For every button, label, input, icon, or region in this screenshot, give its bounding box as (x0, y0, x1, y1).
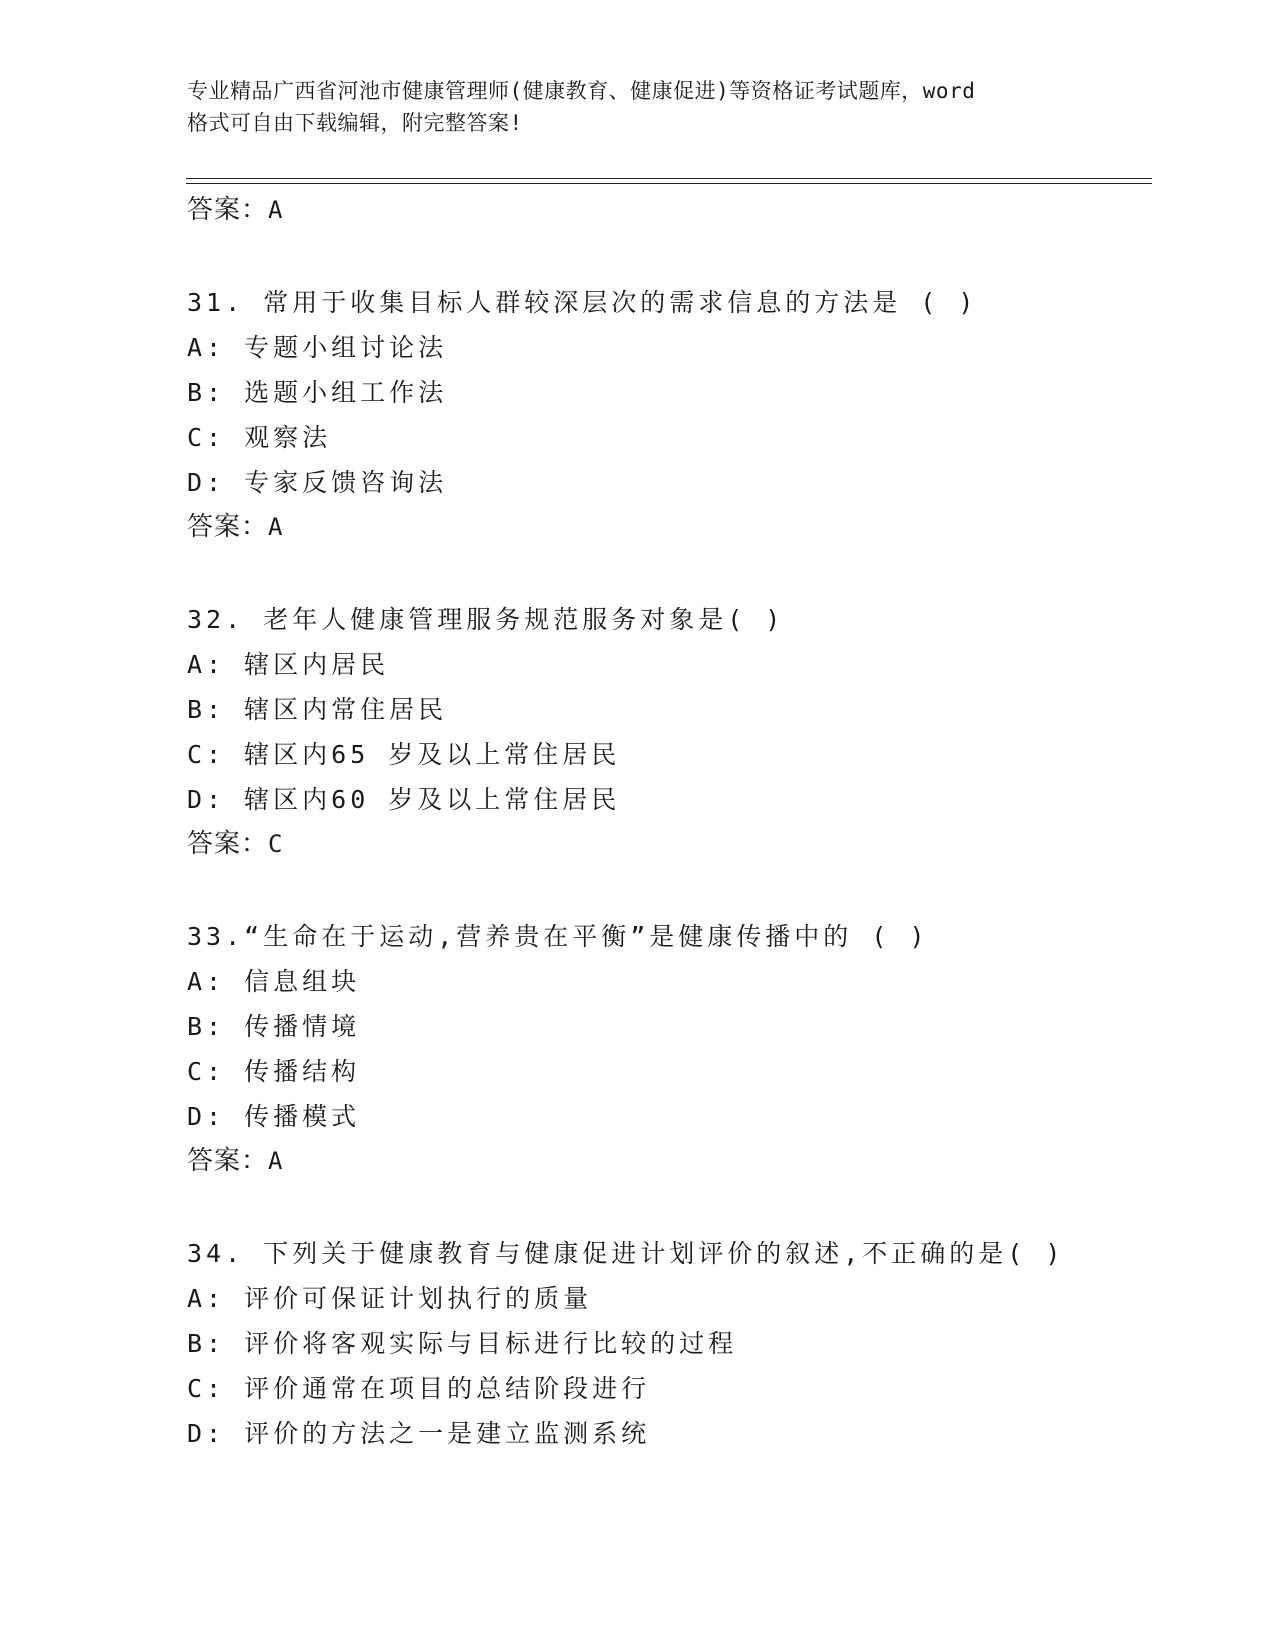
answer-label: 答案： (187, 1146, 269, 1176)
answer-value: A (268, 513, 284, 541)
question-list (187, 188, 1147, 1456)
header-line-2: 格式可自由下载编辑，附完整答案! (187, 111, 523, 135)
header-rule-top (186, 178, 1152, 179)
option-a: A: 辖区内居民 (187, 650, 390, 679)
question-32 (187, 597, 1147, 867)
header-rule-bottom (186, 183, 1152, 184)
option-b: B: 评价将客观实际与目标进行比较的过程 (187, 1329, 738, 1358)
question-31 (187, 280, 1147, 550)
option-b: B: 选题小组工作法 (187, 378, 448, 407)
document-header (187, 75, 1087, 139)
question-text: 33.“生命在于运动,营养贵在平衡”是健康传播中的 ( ) (187, 922, 929, 951)
option-c: C: 观察法 (187, 423, 332, 452)
answer-label: 答案： (187, 195, 269, 225)
answer-label: 答案： (187, 829, 269, 859)
answer-value: A (268, 1147, 284, 1175)
option-b: B: 传播情境 (187, 1012, 361, 1041)
option-a: A: 信息组块 (187, 967, 361, 996)
answer-line (187, 822, 1147, 867)
question-text: 31. 常用于收集目标人群较深层次的需求信息的方法是 ( ) (187, 288, 978, 317)
option-b: B: 辖区内常住居民 (187, 695, 448, 724)
option-d: D: 辖区内60 岁及以上常住居民 (187, 785, 621, 814)
answer-value: A (268, 196, 284, 224)
option-c: C: 辖区内65 岁及以上常住居民 (187, 740, 621, 769)
question-33 (187, 914, 1147, 1184)
answer-line (187, 505, 1147, 550)
option-d: D: 专家反馈咨询法 (187, 468, 448, 497)
option-d: D: 评价的方法之一是建立监测系统 (187, 1419, 651, 1448)
option-c: C: 评价通常在项目的总结阶段进行 (187, 1374, 651, 1403)
answer-line (187, 1139, 1147, 1184)
option-d: D: 传播模式 (187, 1102, 361, 1131)
answer-line (187, 188, 1147, 233)
question-text: 34. 下列关于健康教育与健康促进计划评价的叙述,不正确的是( ) (187, 1239, 1065, 1268)
header-line-1: 专业精品广西省河池市健康管理师(健康教育、健康促进)等资格证考试题库，word (187, 79, 976, 103)
answer-label: 答案： (187, 512, 269, 542)
question-text: 32. 老年人健康管理服务规范服务对象是( ) (187, 605, 785, 634)
question-34 (187, 1231, 1147, 1456)
option-a: A: 评价可保证计划执行的质量 (187, 1284, 593, 1313)
option-a: A: 专题小组讨论法 (187, 333, 448, 362)
answer-value: C (268, 830, 284, 858)
option-c: C: 传播结构 (187, 1057, 361, 1086)
